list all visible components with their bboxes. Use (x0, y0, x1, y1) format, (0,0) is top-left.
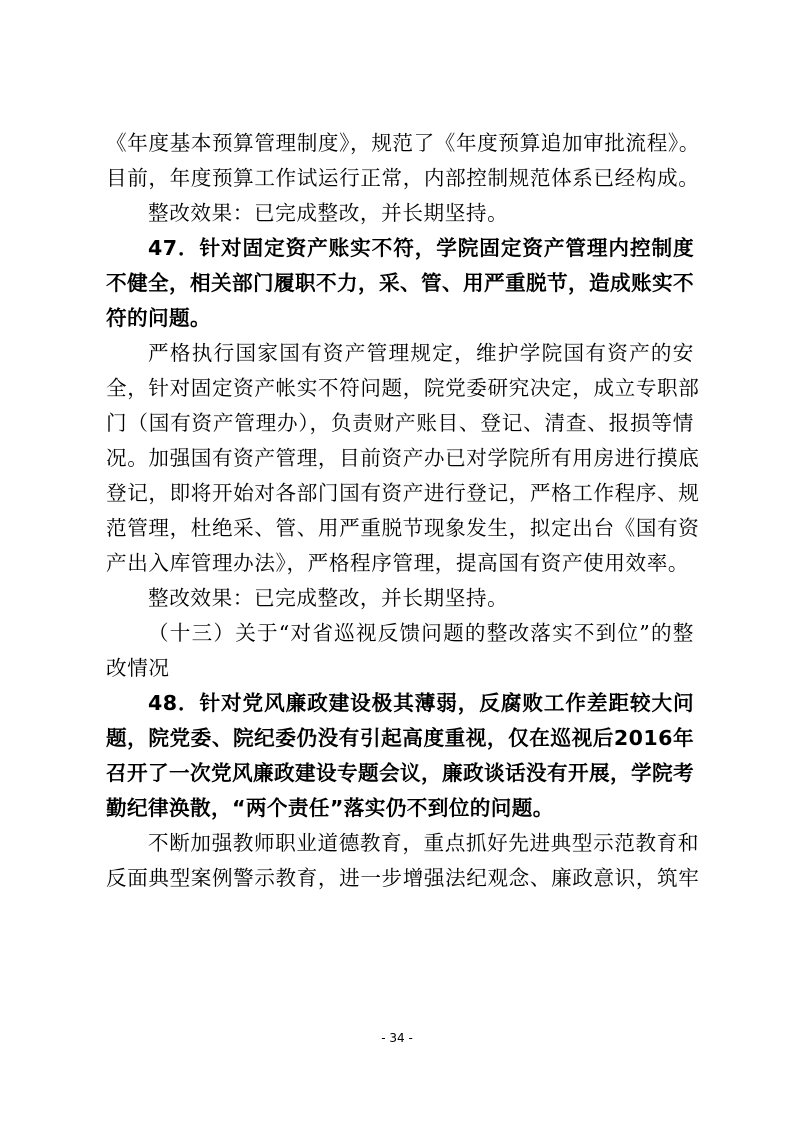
text-line: 召开了一次党风廉政建设专题会议，廉政谈话没有开展，学院考 (106, 761, 694, 785)
text-line: 范管理，杜绝采、管、用严重脱节现象发生，拟定出台《国有资 (106, 516, 700, 540)
text-line: 符的问题。 (106, 306, 211, 330)
section-heading (106, 616, 694, 686)
text-line: 登记，即将开始对各部门国有资产进行登记，严格工作程序、规 (106, 481, 700, 505)
text-line: 改情况 (106, 656, 170, 680)
paragraph-heading (106, 231, 694, 336)
paragraph (106, 826, 700, 896)
text-line: 全，针对固定资产帐实不符问题，院党委研究决定，成立专职部 (106, 376, 700, 400)
text-line: 整改效果：已完成整改，并长期坚持。 (148, 201, 509, 225)
paragraph-heading (106, 686, 694, 826)
text-line: 《年度基本预算管理制度》，规范了《年度预算追加审批流程》。 (106, 131, 701, 155)
text-line: 反面典型案例警示教育，进一步增强法纪观念、廉政意识，筑牢 (106, 866, 700, 890)
document-body (106, 126, 701, 896)
paragraph (106, 126, 701, 196)
paragraph (106, 336, 700, 581)
text-line: 题，院党委、院纪委仍没有引起高度重视，仅在巡视后2016年 (106, 726, 694, 750)
page-number: - 34 - (381, 1031, 413, 1045)
paragraph (106, 196, 694, 231)
text-line: 不健全，相关部门履职不力，采、管、用严重脱节，造成账实不 (106, 271, 694, 295)
text-line: 严格执行国家国有资产管理规定，维护学院国有资产的安 (148, 341, 694, 365)
text-line: 目前，年度预算工作试运行正常，内部控制规范体系已经构成。 (106, 166, 700, 190)
text-line: 门（国有资产管理办），负责财产账目、登记、清查、报损等情 (106, 411, 694, 435)
text-line: 整改效果：已完成整改，并长期坚持。 (148, 586, 509, 610)
text-line: 48．针对党风廉政建设极其薄弱，反腐败工作差距较大问 (148, 691, 694, 715)
text-line: 47．针对固定资产账实不符，学院固定资产管理内控制度 (148, 236, 694, 260)
paragraph (106, 581, 694, 616)
text-line: （十三）关于“对省巡视反馈问题的整改落实不到位”的整 (148, 621, 694, 645)
text-line: 产出入库管理办法》，严格程序管理，提高国有资产使用效率。 (106, 551, 690, 575)
text-line: 不断加强教师职业道德教育，重点抓好先进典型示范教育和 (148, 831, 700, 855)
text-line: 勤纪律涣散，“两个责任”落实仍不到位的问题。 (106, 796, 554, 820)
text-line: 况。加强国有资产管理，目前资产办已对学院所有用房进行摸底 (106, 446, 700, 470)
